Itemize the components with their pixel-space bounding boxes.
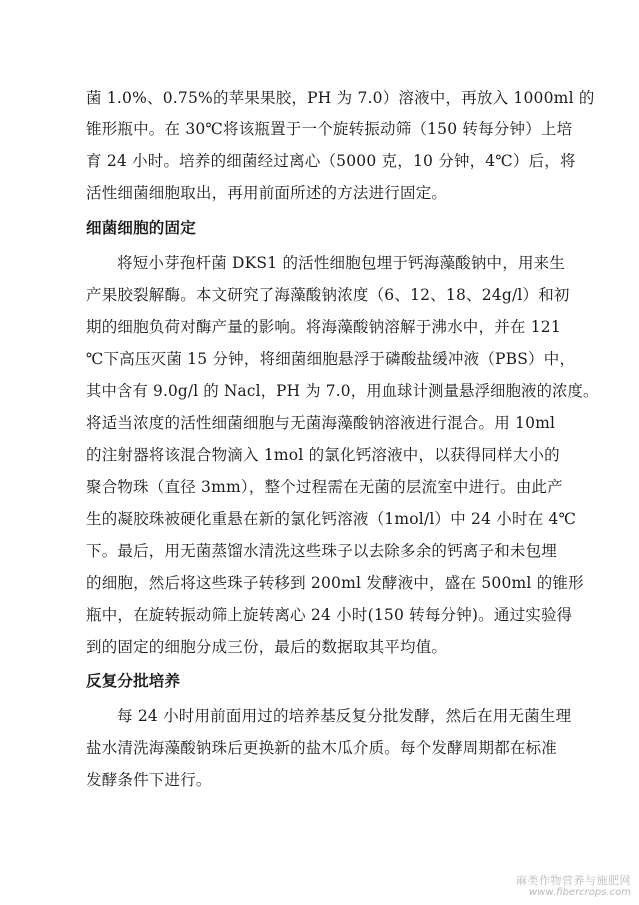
paragraph-line: 期的细胞负荷对酶产量的影响。将海藻酸钠溶解于沸水中，并在 121 xyxy=(86,318,561,336)
section-heading-repeated-batch: 反复分批培养 xyxy=(86,672,181,690)
paragraph-line: 瓶中，在旋转振动筛上旋转离心 24 小时(150 转每分钟)。通过实验得 xyxy=(86,606,573,624)
paragraph-line: 的注射器将该混合物滴入 1mol 的氯化钙溶液中，以获得同样大小的 xyxy=(86,446,560,464)
section-heading-immobilization: 细菌细胞的固定 xyxy=(86,219,196,237)
paragraph-line: 菌 1.0%、0.75%的苹果果胶，PH 为 7.0）溶液中，再放入 1000ml 的 xyxy=(86,89,595,107)
paragraph-line: 聚合物珠（直径 3mm），整个过程需在无菌的层流室中进行。由此产 xyxy=(86,478,563,496)
paragraph-line: 的细胞，然后将这些珠子转移到 200ml 发酵液中，盛在 500ml 的锥形 xyxy=(86,574,584,592)
paragraph-line: ℃下高压灭菌 15 分钟，将细菌细胞悬浮于磷酸盐缓冲液（PBS）中， xyxy=(86,350,576,368)
paragraph-line: 产果胶裂解酶。本文研究了海藻酸钠浓度（6、12、18、24g/l）和初 xyxy=(86,286,570,304)
paragraph-line: 育 24 小时。培养的细菌经过离心（5000 克，10 分钟，4℃）后，将 xyxy=(86,152,576,170)
paragraph-line: 活性细菌细胞取出，再用前面所述的方法进行固定。 xyxy=(86,184,448,202)
paragraph-line: 将适当浓度的活性细菌细胞与无菌海藻酸钠溶液进行混合。用 10ml xyxy=(86,414,556,432)
paragraph-line: 盐水清洗海藻酸钠珠后更换新的盐木瓜介质。每个发酵周期都在标准 xyxy=(86,739,558,757)
watermark-url: www.fibercrops.com xyxy=(529,887,631,898)
site-watermark xyxy=(516,874,631,899)
paragraph-line: 锥形瓶中。在 30℃将该瓶置于一个旋转振动筛（150 转每分钟）上培 xyxy=(86,120,573,138)
watermark-site-name: 麻类作物营养与施肥网 xyxy=(516,874,631,887)
paragraph-line: 生的凝胶珠被硬化重悬在新的氯化钙溶液（1mol/l）中 24 小时在 4℃ xyxy=(86,510,577,528)
paragraph-line: 下。最后，用无菌蒸馏水清洗这些珠子以去除多余的钙离子和未包埋 xyxy=(86,542,558,560)
paragraph-line: 发酵条件下进行。 xyxy=(86,771,212,789)
paragraph-line: 到的固定的细胞分成三份，最后的数据取其平均值。 xyxy=(86,638,448,656)
paragraph-line: 每 24 小时用前面用过的培养基反复分批发酵，然后在用无菌生理 xyxy=(117,707,572,725)
paragraph-line: 其中含有 9.0g/l 的 Nacl，PH 为 7.0，用血球计测量悬浮细胞液的浓度。 xyxy=(86,382,599,400)
paragraph-line: 将短小芽孢杆菌 DKS1 的活性细胞包埋于钙海藻酸钠中，用来生 xyxy=(117,254,566,272)
